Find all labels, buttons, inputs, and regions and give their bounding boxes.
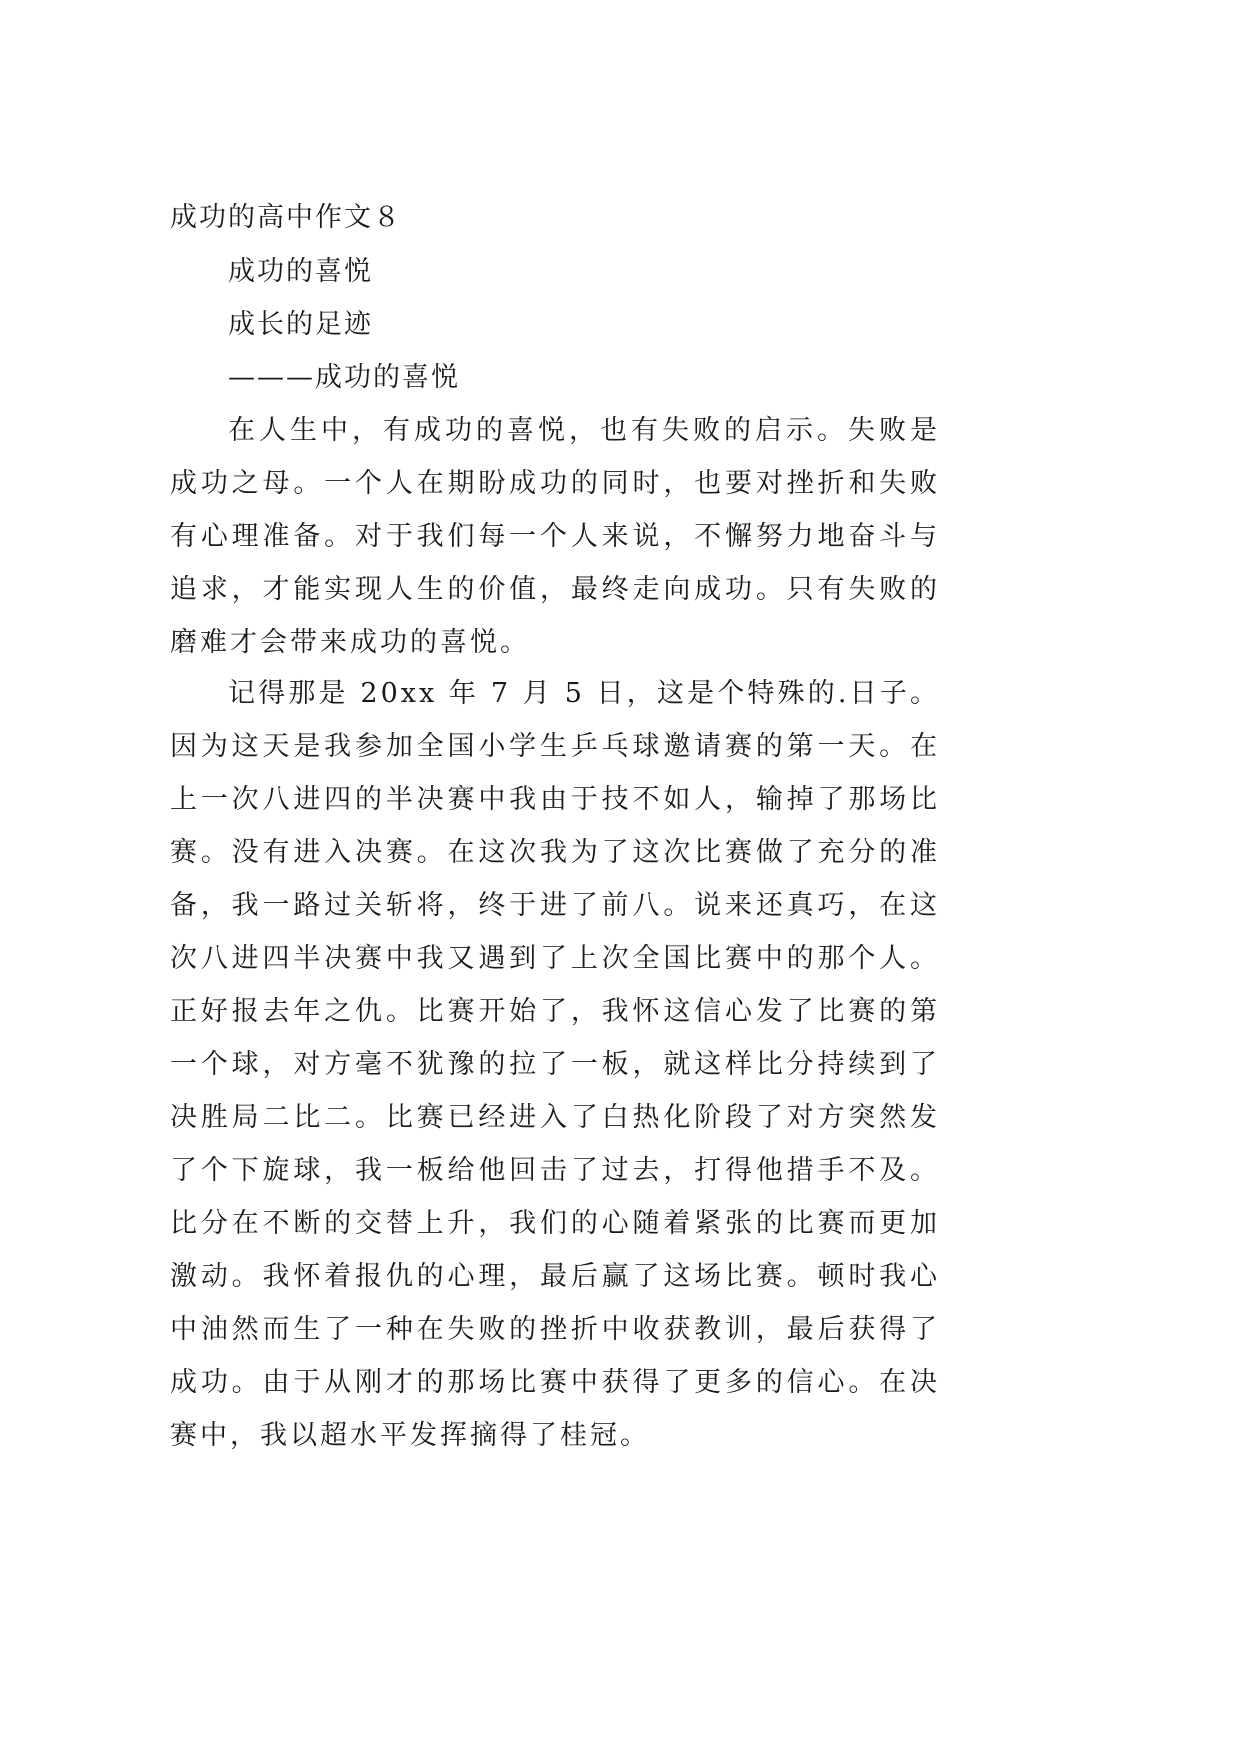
essay-title: 成功的喜悦 — [228, 256, 373, 287]
essay-subtitle: 成长的足迹 — [228, 309, 373, 340]
paragraph-intro: 在人生中，有成功的喜悦，也有失败的启示。失败是成功之母。一个人在期盼成功的同时，也要对挫折和失败有心理准备。对于我们每一个人来说，不懈努力地奋斗与追求，才能实现人生的价值，最终走向成功。只有失败的磨难才会带来成功的喜悦。 — [170, 415, 940, 658]
paragraph-story: 记得那是 20xx 年 7 月 5 日，这是个特殊的.日子。因为这天是我参加全国小学生乒乓球邀请赛的第一天。在上一次八进四的半决赛中我由于技不如人，输掉了那场比赛。没有进入决赛。在这次我为了这次比赛做了充分的准备，我一路过关斩将，终于进了前八。说来还真巧，在这次八进四半决赛中我又遇到了上次全国比赛中的那个人。正好报去年之仇。比赛开始了，我怀这信心发了比赛的第一个球，对方毫不犹豫的拉了一板，就这样比分持续到了决胜局二比二。比赛已经进入了白热化阶段了对方突然发了个下旋球，我一板给他回击了过去，打得他措手不及。比分在不断的交替上升，我们的心随着紧张的比赛而更加激动。我怀着报仇的心理，最后赢了这场比赛。顿时我心中油然而生了一种在失败的挫折中收获教训，最后获得了成功。由于从刚才的那场比赛中获得了更多的信心。在决赛中，我以超水平发挥摘得了桂冠。 — [170, 678, 940, 1451]
essay-subtitle-dash: ———成功的喜悦 — [228, 362, 460, 393]
document-title: 成功的高中作文８ — [170, 202, 402, 233]
